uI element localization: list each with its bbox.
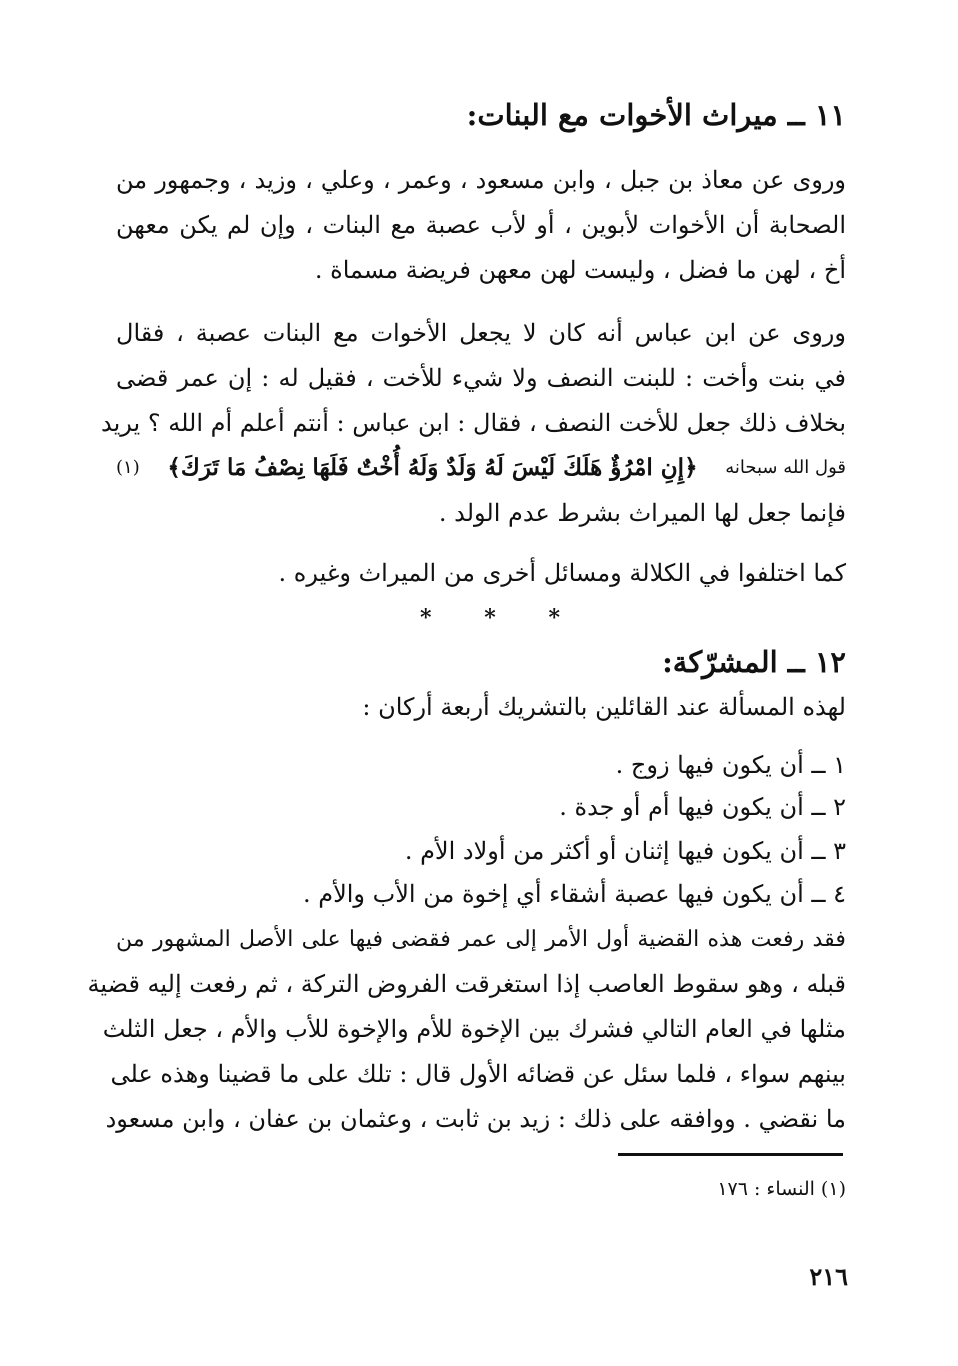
para3: كما اختلفوا في الكلالة ومسائل أخرى من الميراث وغيره . [278,559,846,587]
body-line-5: ما نقضي . ووافقه على ذلك : زيد بن ثابت ، وعثمان بن عفان ، وابن مسعود [105,1105,846,1133]
quran-line [116,451,846,485]
para2-end: فإنما جعل لها الميراث بشرط عدم الولد . [438,499,846,527]
para1-line-1: وروى عن معاذ بن جبل ، وابن مسعود ، وعمر ، وعلي ، وزيد ، وجمهور من [116,166,846,194]
body-line-1: فقد رفعت هذه القضية أول الأمر إلى عمر فقضى فيها على الأصل المشهور من [116,926,846,952]
footnote: (١) النساء : ١٧٦ [717,1178,846,1200]
para1-line-3: أخ ، لهن ما فضل ، وليست لهن معهن فريضة مسماة . [314,256,846,284]
body-line-4: بينهم سواء ، فلما سئل عن قضائه الأول قال : تلك على ما قضينا وهذه على [110,1060,846,1088]
page-number: ٢١٦ [809,1262,848,1291]
body-line-3: مثلها في العام التالي فشرك بين الإخوة للأم والإخوة للأب والأم ، جعل الثلث [102,1015,846,1043]
pillar-item-4: ٤ ــ أن يكون فيها عصبة أشقاء أي إخوة من الأب والأم . [302,880,846,908]
section-12-heading: ١٢ ــ المشرّكة: [662,645,846,679]
pillar-item-2: ٢ ــ أن يكون فيها أم أو جدة . [559,793,846,821]
quran-footnote-ref: (١) [116,457,140,478]
para2-line-2: في بنت وأخت : للبنت النصف ولا شيء للأخت ، فقيل له : إن عمر قضى [116,364,846,392]
pillar-item-3: ٣ ــ أن يكون فيها إثنان أو أكثر من أولاد الأم . [404,837,846,865]
para1-line-2: الصحابة أن الأخوات لأبوين ، أو لأب عصبة مع البنات ، وإن لم يكن معهن [116,211,846,239]
section-separator [420,605,560,631]
pillar-item-1: ١ ــ أن يكون فيها زوج . [615,751,846,779]
body-line-2: قبله ، وهو سقوط العاصب إذا استغرقت الفروض التركة ، ثم رفعت إليه قضية [87,970,846,998]
footnote-divider [618,1153,843,1156]
quran-prefix: قول الله سبحانه [725,457,846,478]
separator-star: * [484,605,496,631]
section-11-heading: ١١ ــ ميراث الأخوات مع البنات: [466,98,846,132]
separator-star: * [548,605,560,631]
separator-star: * [420,605,432,631]
section-12-intro: لهذه المسألة عند القائلين بالتشريك أربعة أركان : [362,693,846,721]
para2-line-3: بخلاف ذلك جعل للأخت النصف ، فقال : ابن عباس : أنتم أعلم أم الله ؟ يريد [101,409,846,437]
para2-line-1: وروى عن ابن عباس أنه كان لا يجعل الأخوات مع البنات عصبة ، فقال [116,319,846,347]
quran-verse: ﴿إِنِ امْرُؤٌ هَلَكَ لَيْسَ لَهُ وَلَدٌ وَلَهُ أُخْتٌ فَلَهَا نِصْفُ مَا تَرَكَ﴾ [167,454,698,481]
